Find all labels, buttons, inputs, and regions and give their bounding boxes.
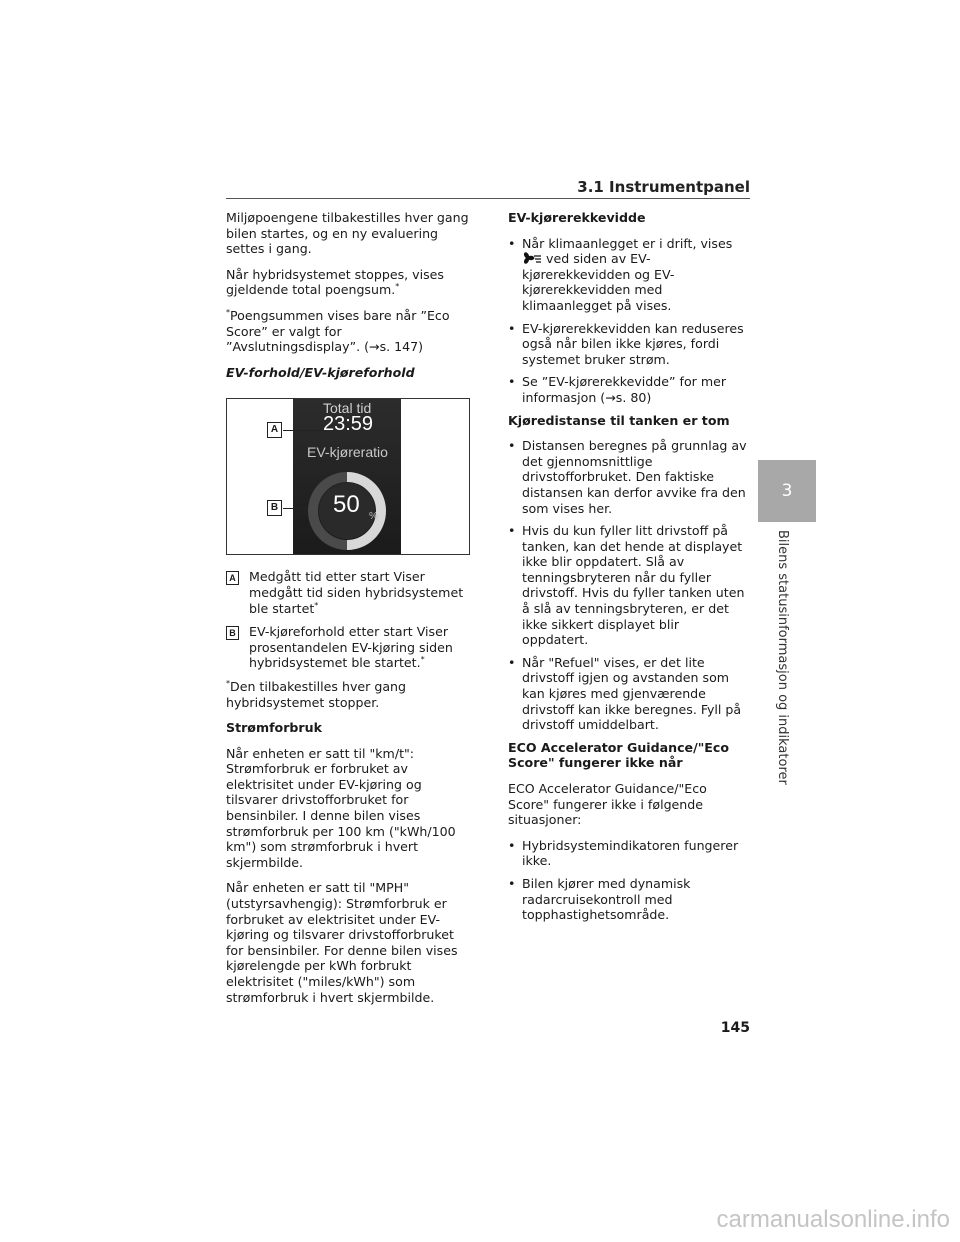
ac-fan-icon — [522, 251, 542, 265]
paragraph: ECO Accelerator Guidance/"Eco Score" fungerer ikke i følgende situasjoner: — [508, 781, 707, 828]
legend-item-b — [226, 624, 472, 671]
list-item: • Distansen beregnes på grunnlag av det gjennomsnittlige drivstofforbruket. Den faktiske distansen kan derfor avvike fra den som vises her. — [508, 438, 748, 516]
legend-text: Medgått tid etter start Viser medgått tid siden hybridsystemet ble startet — [249, 569, 464, 616]
page-number: 145 — [720, 1020, 750, 1036]
callout-line-b — [283, 508, 305, 509]
list-item: • Bilen kjører med dynamisk radarcruisekontroll med topphastighetsområde. — [508, 876, 748, 923]
footnote: *Den tilbakestilles hver gang hybridsystemet stopper. — [226, 678, 407, 710]
list-item: • Hvis du kun fyller litt drivstoff på tanken, kan det hende at displayet ikke blir oppdatert. Slå av tenningsbryteren når du fyller drivstoff. Hvis du fyller tanken uten å slå av tenningsbryteren, er det ikke sikkert displayet blir oppdatert. — [508, 523, 748, 648]
paragraph: Miljøpoengene tilbakestilles hver gang bilen startes, og en ny evaluering settes i gang. — [226, 210, 469, 257]
list-item: • Hybridsystemindikatoren fungerer ikke. — [508, 838, 748, 869]
chapter-tab: 3 — [758, 460, 816, 522]
section-heading: EV-kjørerekkevidde — [508, 210, 646, 225]
footnote-marker: * — [395, 282, 400, 292]
legend-key: B — [226, 626, 239, 640]
list-item: • EV-kjørerekkevidden kan reduseres også når bilen ikke kjøres, fordi systemet bruker strøm. — [508, 321, 748, 368]
callout-a: A — [267, 422, 282, 438]
footnote-marker: * — [226, 678, 230, 688]
legend-text: EV-kjøreforhold etter start Viser prosentandelen EV-kjøring siden hybridsystemet ble startet. — [249, 624, 453, 671]
bullet-list — [508, 236, 748, 406]
list-item: • Når klimaanlegget er i drift, vises ved siden av EV-kjørerekkevidden og EV-kjørerekkevidden med klimaanlegget på vises. — [508, 236, 748, 314]
watermark: carmanualsonline.info — [716, 1206, 950, 1233]
section-heading: ECO Accelerator Guidance/"Eco Score" fungerer ikke når — [508, 739, 729, 771]
bullet-list — [508, 838, 748, 923]
total-time-value: 23:59 — [323, 413, 374, 436]
legend-key: A — [226, 571, 239, 585]
bullet-list — [508, 438, 748, 733]
total-time-label: Total tid — [323, 400, 372, 417]
paragraph: Når enheten er satt til "km/t": Strømforbruk er forbruket av elektrisitet under EV-kjøring og tilsvarer drivstofforbruket for bensinbiler. I denne bilen vises strømforbruk per 100 km ("kWh/100 km") som strømforbruk i hvert skjermbilde. — [226, 745, 456, 870]
list-item: • Se ”EV-kjørerekkevidde” for mer informasjon (→s. 80) — [508, 374, 748, 405]
footnote-marker: * — [226, 307, 230, 317]
paragraph: Når enheten er satt til "MPH" (utstyrsavhengig): Strømforbruk er forbruket av elektrisitet under EV-kjøring og tilsvarer drivstofforbruket for bensinbiler. For denne bilen vises kjørelengde per kWh forbrukt elektrisitet ("miles/kWh") som strømforbruk i hvert skjermbilde. — [226, 880, 458, 1005]
section-heading: Strømforbruk — [226, 720, 322, 736]
section-heading: EV-forhold/EV-kjøreforhold — [226, 364, 415, 380]
footnote-marker: * — [314, 600, 319, 610]
ev-ratio-label: EV-kjøreratio — [307, 444, 388, 461]
legend-item-a — [226, 569, 472, 616]
header-divider — [226, 198, 750, 199]
display-screen — [293, 399, 401, 554]
left-column — [226, 210, 472, 1015]
chapter-title: Bilens statusinformasjon og indikatorer — [775, 530, 790, 785]
ev-ratio-unit: % — [369, 511, 378, 523]
callout-b: B — [267, 500, 282, 516]
ev-ratio-value: 50 — [333, 491, 360, 519]
paragraph: Når hybridsystemet stoppes, vises gjeldende total poengsum.* — [226, 266, 444, 298]
footnote: *Poengsummen vises bare når ”Eco Score” er valgt for ”Avslutningsdisplay”. (→s. 147) — [226, 307, 450, 355]
running-header: 3.1 Instrumentpanel — [577, 178, 750, 196]
callout-line-a — [283, 430, 323, 431]
footnote-marker: * — [420, 655, 425, 665]
section-heading: Kjøredistanse til tanken er tom — [508, 412, 730, 428]
right-column — [508, 210, 748, 930]
display-figure — [226, 398, 470, 555]
list-item: • Når "Refuel" vises, er det lite drivstoff igjen og avstanden som kan kjøres med gjenværende drivstoff kan ikke beregnes. Fyll på drivstoff umiddelbart. — [508, 655, 748, 733]
